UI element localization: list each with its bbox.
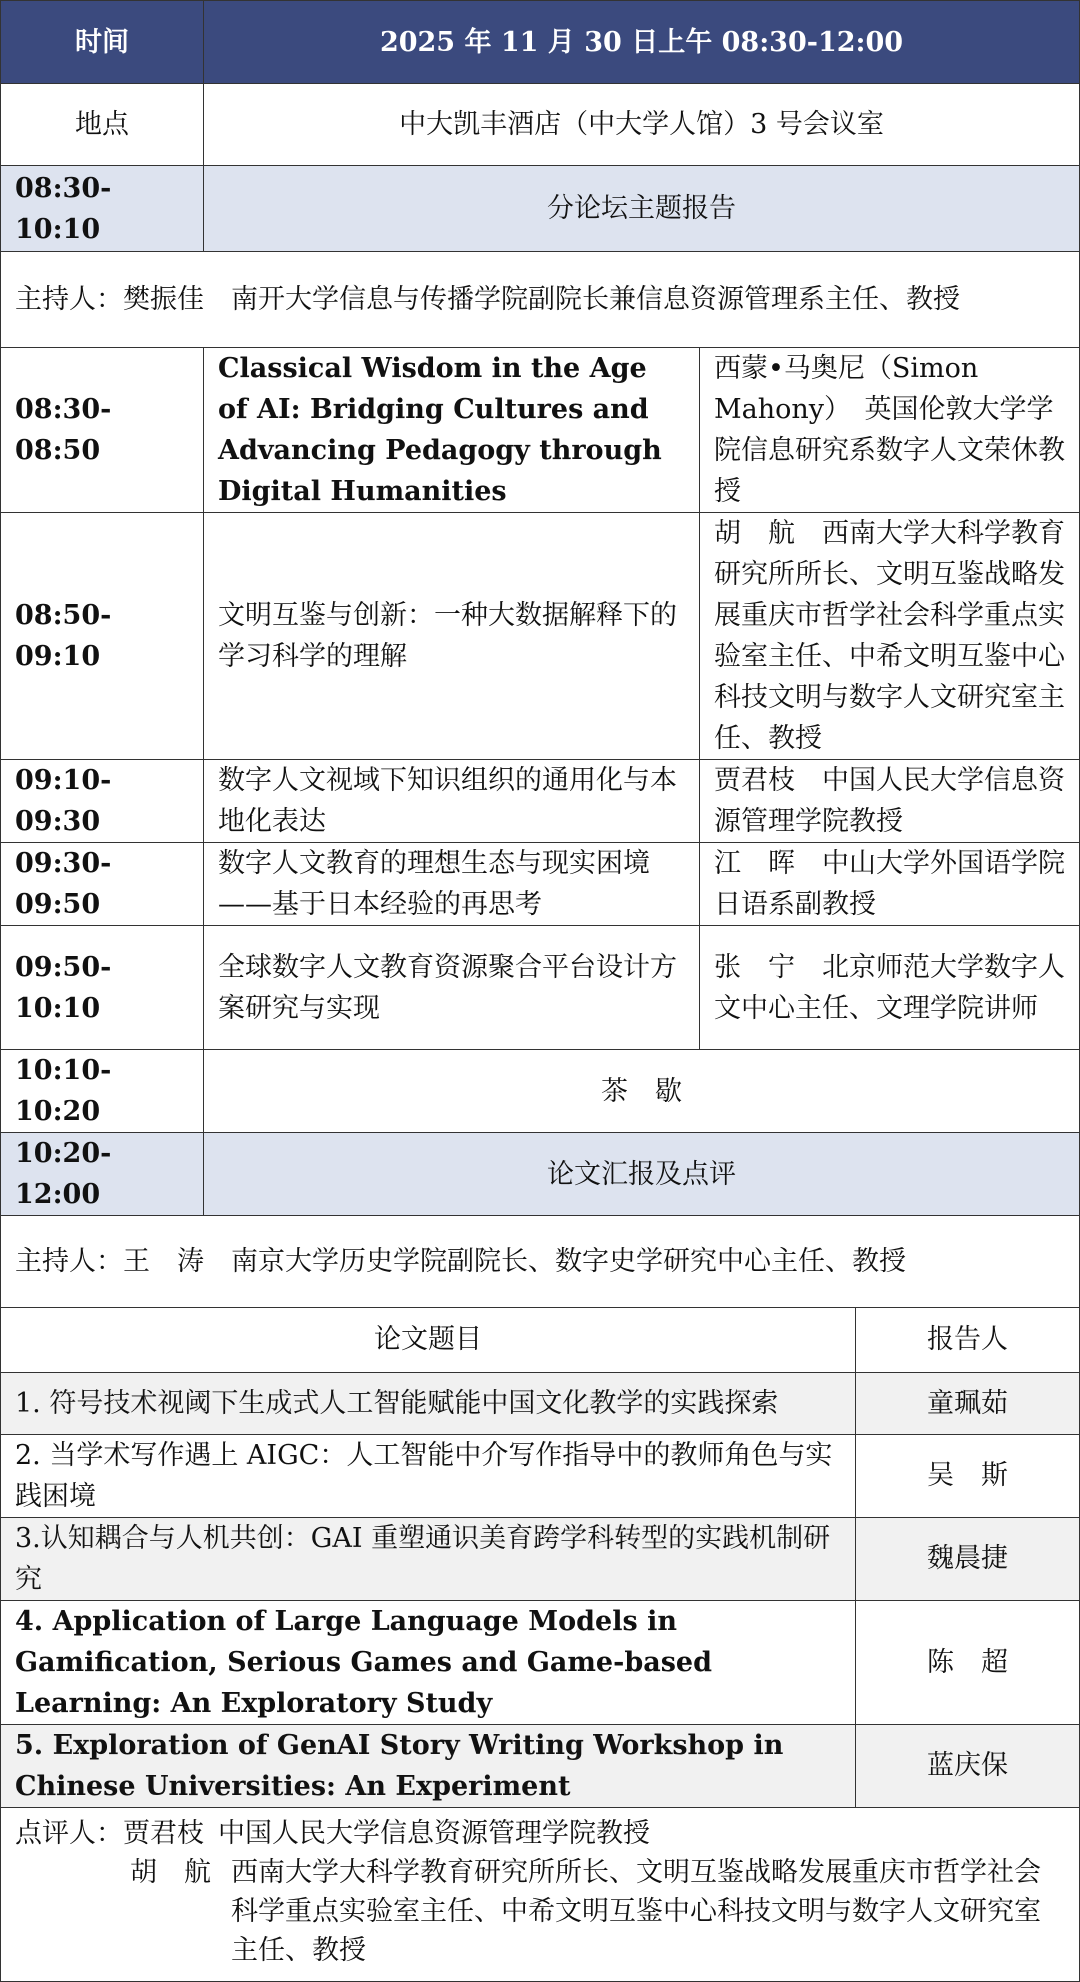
reviewer-1-desc: 中国人民大学信息资源管理学院教授 xyxy=(218,1817,650,1849)
section1-host: 主持人：樊振佳 南开大学信息与传播学院副院长兼信息资源管理系主任、教授 xyxy=(1,252,1080,348)
talk-speaker: 张 宁 北京师范大学数字人文中心主任、文理学院讲师 xyxy=(700,926,1080,1050)
paper-presenter: 魏晨捷 xyxy=(856,1517,1080,1600)
paper-presenter: 吴 斯 xyxy=(856,1434,1080,1517)
header-row xyxy=(1,1,1080,84)
talk-time: 09:50-10:10 xyxy=(1,926,204,1050)
talk-speaker: 贾君枝 中国人民大学信息资源管理学院教授 xyxy=(700,760,1080,843)
break-label: 茶 歇 xyxy=(204,1050,1080,1133)
paper-row xyxy=(1,1724,1080,1807)
reviewer-1-name: 贾君枝 xyxy=(123,1817,204,1849)
talk-time: 08:50-09:10 xyxy=(1,513,204,760)
location-value: 中大凯丰酒店（中大学人馆）3 号会议室 xyxy=(204,84,1080,166)
break-row xyxy=(1,1050,1080,1133)
paper-title: 5. Exploration of GenAI Story Writing Workshop in Chinese Universities: An Experiment xyxy=(1,1724,856,1807)
reviewers-label: 点评人： xyxy=(15,1817,123,1849)
talk-speaker: 西蒙•马奥尼（Simon Mahony） 英国伦敦大学学院信息研究系数字人文荣休教授 xyxy=(700,348,1080,513)
reviewer-1 xyxy=(15,1814,1065,1853)
section2-time: 10:20-12:00 xyxy=(1,1133,204,1216)
paper-presenter: 蓝庆保 xyxy=(856,1724,1080,1807)
location-label: 地点 xyxy=(1,84,204,166)
section1-row xyxy=(1,166,1080,252)
reviewer-2 xyxy=(15,1853,1065,1970)
paper-presenter: 陈 超 xyxy=(856,1600,1080,1724)
break-time: 10:10-10:20 xyxy=(1,1050,204,1133)
papers-header-presenter: 报告人 xyxy=(856,1307,1080,1372)
section2-title: 论文汇报及点评 xyxy=(204,1133,1080,1216)
section2-host: 主持人：王 涛 南京大学历史学院副院长、数字史学研究中心主任、教授 xyxy=(1,1216,1080,1308)
section1-title: 分论坛主题报告 xyxy=(204,166,1080,252)
paper-title: 1. 符号技术视阈下生成式人工智能赋能中国文化教学的实践探索 xyxy=(1,1372,856,1434)
time-value: 2025 年 11 月 30 日上午 08:30-12:00 xyxy=(204,1,1080,84)
paper-presenter: 童珮茹 xyxy=(856,1372,1080,1434)
talk-title: 数字人文视域下知识组织的通用化与本地化表达 xyxy=(204,760,700,843)
talk-row xyxy=(1,513,1080,760)
talk-title: Classical Wisdom in the Age of AI: Bridging Cultures and Advancing Pedagogy through Digital Humanities xyxy=(204,348,700,513)
paper-row xyxy=(1,1600,1080,1724)
talk-row xyxy=(1,843,1080,926)
section1-host-row xyxy=(1,252,1080,348)
location-row xyxy=(1,84,1080,166)
talk-title: 全球数字人文教育资源聚合平台设计方案研究与实现 xyxy=(204,926,700,1050)
papers-table xyxy=(0,1307,1080,1982)
talk-title: 文明互鉴与创新：一种大数据解释下的学习科学的理解 xyxy=(204,513,700,760)
section2-host-row xyxy=(1,1216,1080,1308)
talk-row xyxy=(1,348,1080,513)
reviewers-row xyxy=(1,1807,1080,1981)
paper-row xyxy=(1,1517,1080,1600)
talk-row xyxy=(1,926,1080,1050)
talk-time: 09:30-09:50 xyxy=(1,843,204,926)
section1-time: 08:30-10:10 xyxy=(1,166,204,252)
reviewer-2-name: 胡 航 xyxy=(130,1856,211,1888)
time-label: 时间 xyxy=(1,1,204,84)
paper-row xyxy=(1,1372,1080,1434)
talk-speaker: 胡 航 西南大学大科学教育研究所所长、文明互鉴战略发展重庆市哲学社会科学重点实验室主任、中希文明互鉴中心科技文明与数字人文研究室主任、教授 xyxy=(700,513,1080,760)
section2-row xyxy=(1,1133,1080,1216)
papers-header-row xyxy=(1,1307,1080,1372)
paper-title: 2. 当学术写作遇上 AIGC：人工智能中介写作指导中的教师角色与实践困境 xyxy=(1,1434,856,1517)
paper-title: 4. Application of Large Language Models in Gamification, Serious Games and Game-based Learning: An Exploratory Study xyxy=(1,1600,856,1724)
papers-header-title: 论文题目 xyxy=(1,1307,856,1372)
talk-title: 数字人文教育的理想生态与现实困境——基于日本经验的再思考 xyxy=(204,843,700,926)
talk-time: 08:30-08:50 xyxy=(1,348,204,513)
talk-time: 09:10-09:30 xyxy=(1,760,204,843)
paper-row xyxy=(1,1434,1080,1517)
talk-speaker: 江 晖 中山大学外国语学院日语系副教授 xyxy=(700,843,1080,926)
reviewer-2-desc: 西南大学大科学教育研究所所长、文明互鉴战略发展重庆市哲学社会科学重点实验室主任、中希文明互鉴中心科技文明与数字人文研究室主任、教授 xyxy=(231,1856,1041,1966)
reviewers-cell xyxy=(1,1807,1080,1981)
talk-row xyxy=(1,760,1080,843)
paper-title: 3.认知耦合与人机共创：GAI 重塑通识美育跨学科转型的实践机制研究 xyxy=(1,1517,856,1600)
